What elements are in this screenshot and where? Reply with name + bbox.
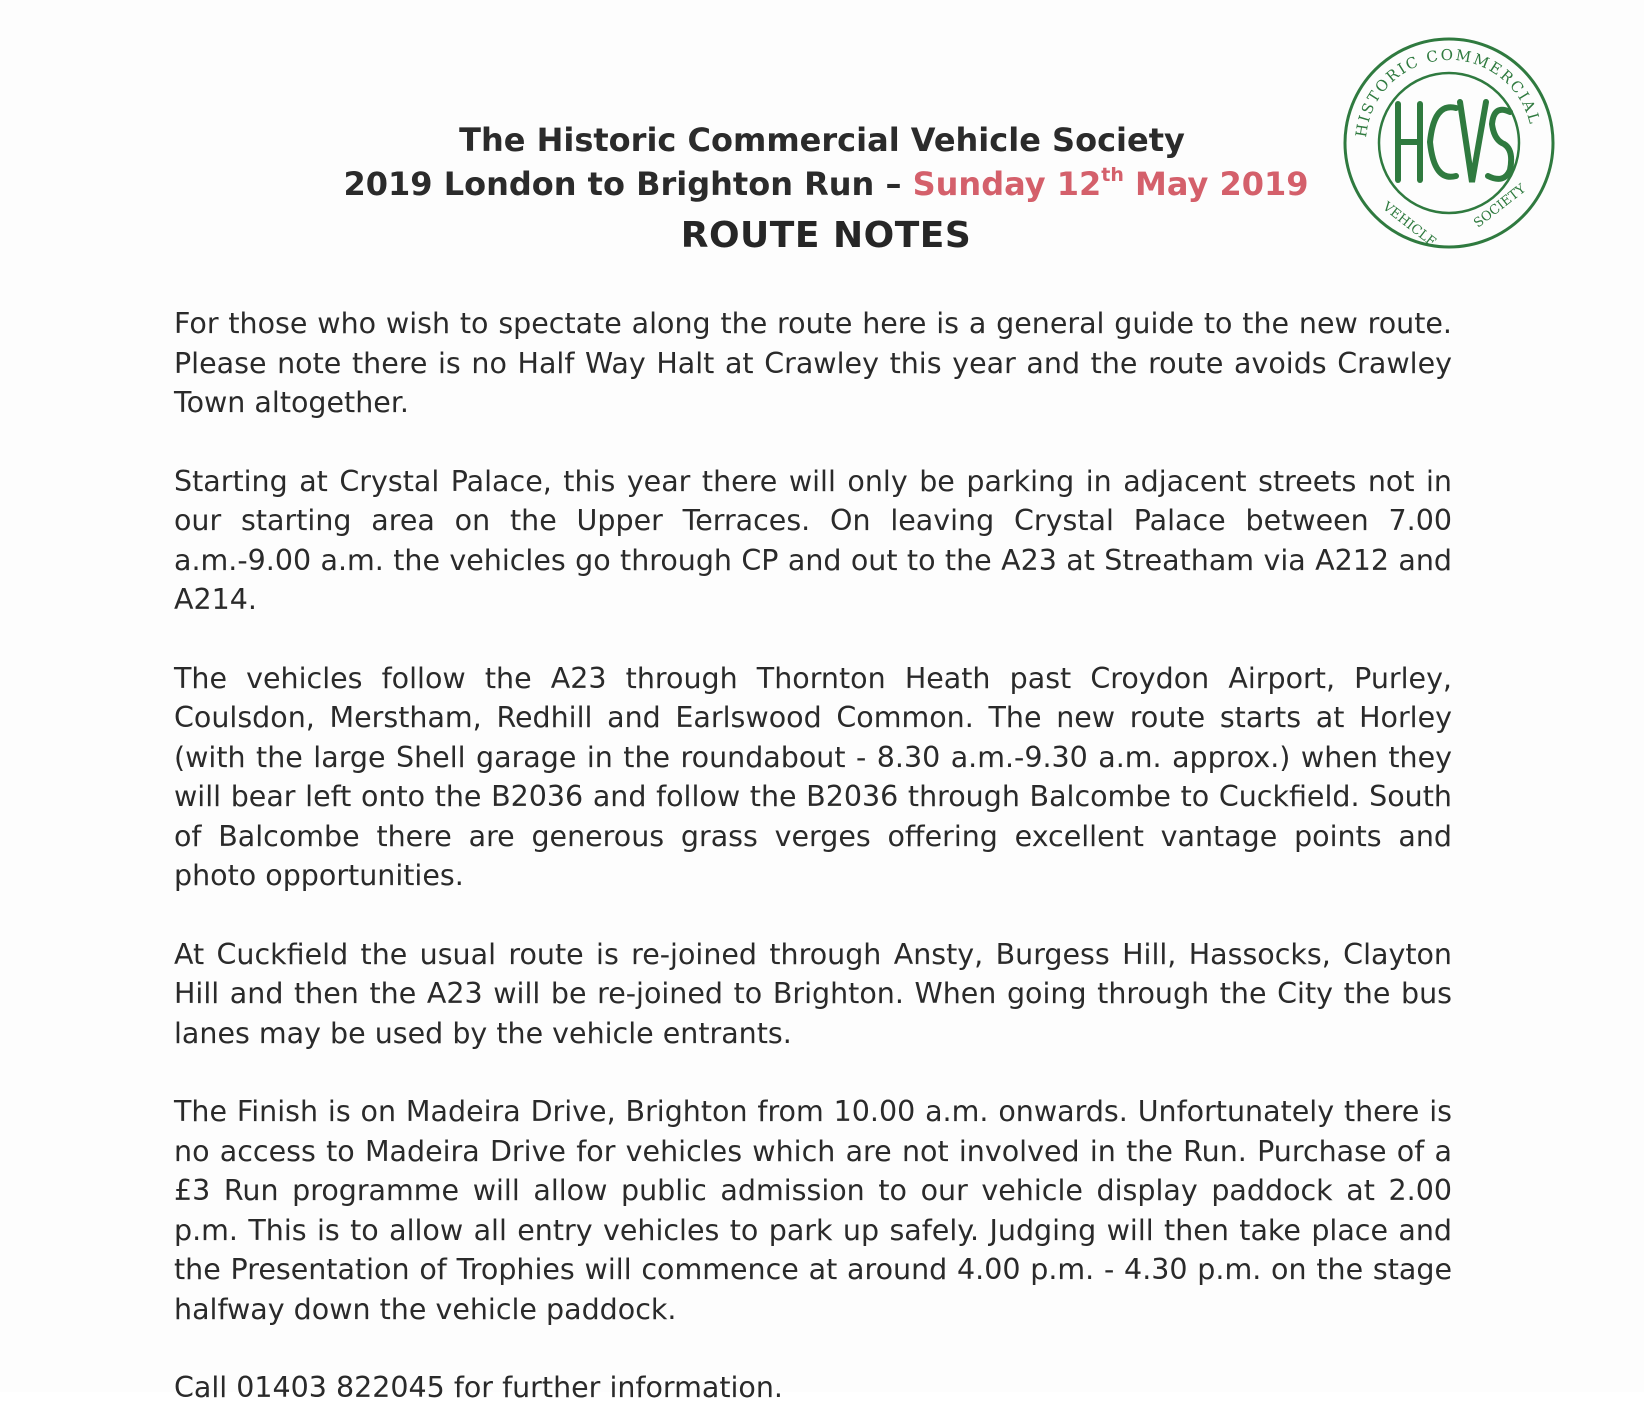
paragraph-start: Starting at Crystal Palace, this year there will only be parking in adjacent streets not in our starting area on the Upper Terraces. On leaving Crystal Palace between 7.00 a.m.-9.00 a.m. the vehicles go through CP and out to the A23 at Streatham via A212 and A214. <box>174 464 1452 616</box>
section-title: ROUTE NOTES <box>680 215 972 256</box>
svg-text:VEHICLE: VEHICLE <box>1379 199 1439 251</box>
document-header <box>0 118 1644 262</box>
event-date-day: Sunday 12 <box>912 165 1102 203</box>
event-date-rest: May 2019 <box>1123 165 1309 203</box>
svg-text:SOCIETY: SOCIETY <box>1471 181 1529 232</box>
paragraph-finish: The Finish is on Madeira Drive, Brighton from 10.00 a.m. onwards. Unfortunately there is no access to Madeira Drive for vehicles which are not involved in the Run. Purchase of a £3 Run programme will allow public admission to our vehicle display paddock at 2.00 p.m. This is to allow all entry vehicles to park up safely. Judging will then take place and the Presentation of Trophies will commence at around 4.00 p.m. - 4.30 p.m. on the stage halfway down the vehicle paddock. <box>174 1095 1452 1326</box>
svg-text:HISTORIC COMMERCIAL: HISTORIC COMMERCIAL <box>1351 45 1544 139</box>
paragraph-intro: For those who wish to spectate along the route here is a general guide to the new route. Please note there is no Half Way Halt at Crawley this year and the route avoids Crawley Town altogether. <box>174 307 1452 419</box>
paragraph-contact: Call 01403 822045 for further information. <box>174 1371 783 1404</box>
route-notes-body <box>174 304 1452 1408</box>
event-title <box>8 162 1644 206</box>
paragraph-cuckfield: At Cuckfield the usual route is re-joined through Ansty, Burgess Hill, Hassocks, Clayton Hill and then the A23 will be re-joined to Brighton. When going through the City the bus lanes may be used by the vehicle entrants. <box>174 937 1452 1050</box>
organisation-title: The Historic Commercial Vehicle Society <box>459 121 1185 159</box>
event-date-suffix: th <box>1101 164 1124 186</box>
paragraph-route: The vehicles follow the A23 through Thornton Heath past Croydon Airport, Purley, Coulsdon, Merstham, Redhill and Earlswood Common. The new route starts at Horley (with the large Shell garage in the roundabout - 8.30 a.m.-9.30 a.m. approx.) when they will bear left onto the B2036 and follow the B2036 through Balcombe to Cuckfield. South of Balcombe there are generous grass verges offering excellent vantage points and photo opportunities. <box>174 661 1452 892</box>
event-name: 2019 London to Brighton Run – <box>343 165 913 203</box>
event-date <box>913 165 1309 203</box>
